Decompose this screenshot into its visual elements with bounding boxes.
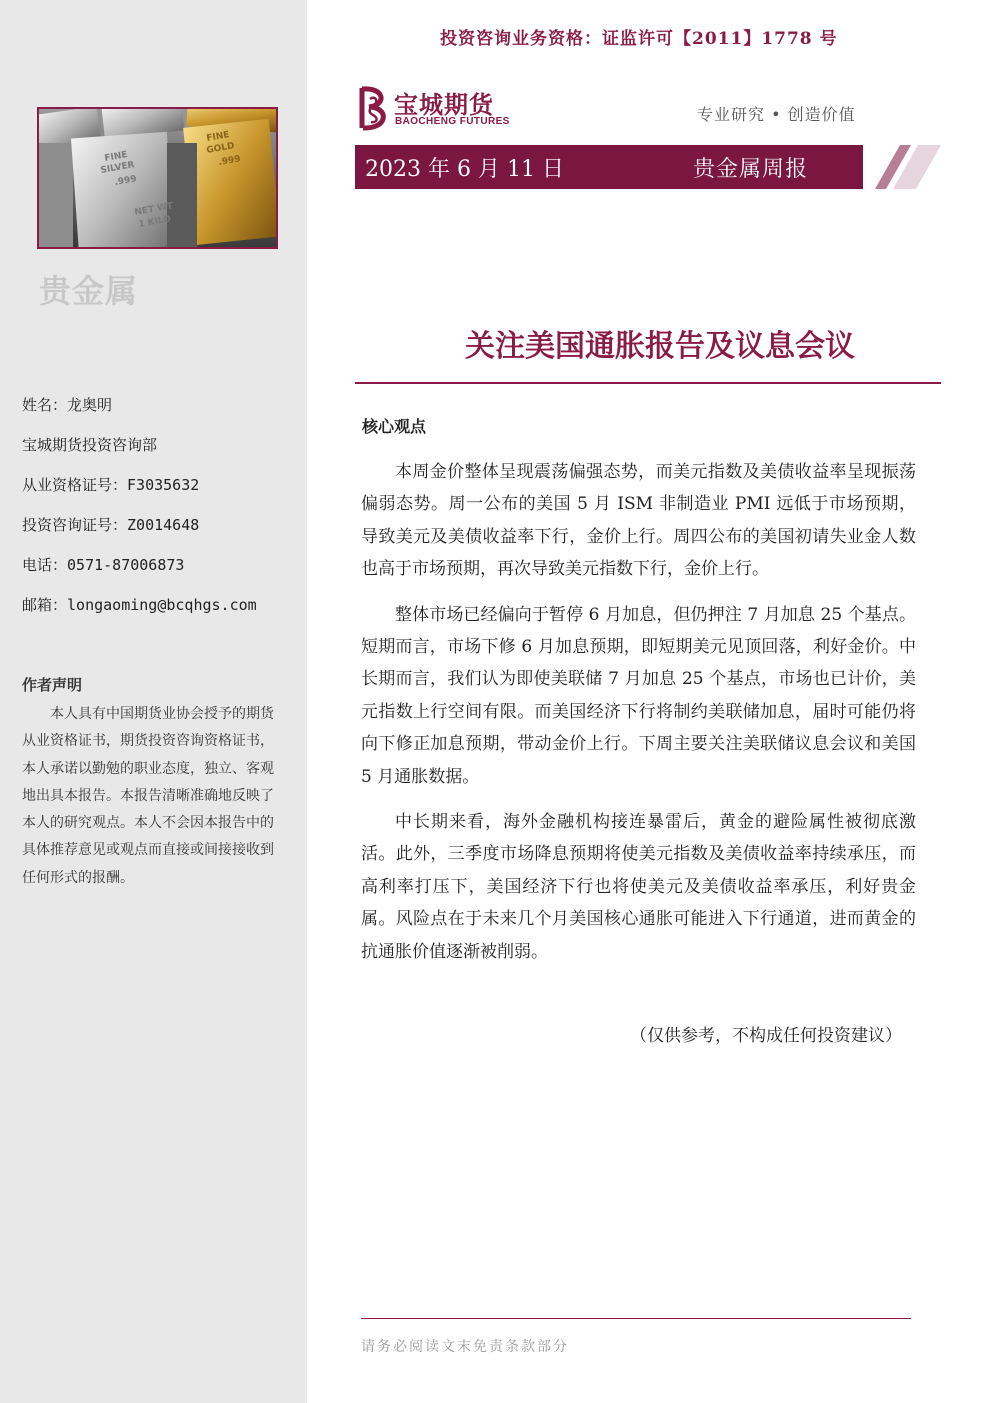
- phone-label: 电话：: [22, 556, 68, 574]
- investment-disclaimer: （仅供参考，不构成任何投资建议）: [630, 1026, 902, 1046]
- report-title: 关注美国通胀报告及议息会议: [465, 329, 855, 364]
- footer-divider: [361, 1318, 911, 1319]
- logo-english-name: BAOCHENG FUTURES: [395, 116, 510, 127]
- company-slogan: 专业研究 • 创造价值: [697, 105, 856, 124]
- svg-text:.999: .999: [113, 174, 138, 188]
- svg-text:1 KILO: 1 KILO: [137, 214, 172, 230]
- email-label: 邮箱：: [22, 596, 68, 614]
- consult-row: [22, 513, 257, 553]
- phone-number: 0571-87006873: [67, 556, 185, 574]
- author-department: 宝城期货投资咨询部: [22, 436, 158, 454]
- declaration-body: 本人具有中国期货业协会授予的期货从业资格证书，期货投资咨询资格证书，本人承诺以勤勉的职业态度，独立、客观地出具本报告。本报告清晰准确地反映了本人的研究观点。本人不会因本报告中的具体推荐意见或观点而直接或间接接收到任何形式的报酬。: [22, 706, 274, 886]
- company-logo: [357, 83, 537, 133]
- paragraph: 本周金价整体呈现震荡偏强态势，而美元指数及美债收益率呈现振荡偏弱态势。周一公布的美国 5 月 ISM 非制造业 PMI 远低于市场预期，导致美元及美债收益率下行，金价上行。周四公布的美国初请失业金人数也高于市场预期，再次导致美元指数下行，金价上行。: [361, 462, 916, 580]
- footer-note: 请务必阅读文末免责条款部分: [361, 1339, 569, 1355]
- report-category: 贵金属: [39, 272, 139, 310]
- report-type: 贵金属周报: [693, 157, 809, 182]
- svg-text:FINE: FINE: [103, 150, 129, 164]
- paragraph: 中长期来看，海外金融机构接连暴雷后，黄金的避险属性被彻底激活。此外，三季度市场降息预期将使美元指数及美债收益率持续承压，而高利率打压下，美国经济下行也将使美元及美债收益率承压，利好贵金属。风险点在于未来几个月美国核心通胀可能进入下行通道，进而黄金的抗通胀价值逐渐被削弱。: [361, 812, 916, 962]
- license-statement: 投资咨询业务资格：证监许可【2011】1778 号: [440, 29, 838, 49]
- sidebar: [0, 0, 307, 1403]
- email-row: [22, 593, 257, 633]
- svg-text:.999: .999: [217, 154, 242, 168]
- author-info: [22, 393, 257, 633]
- declaration-title: 作者声明: [22, 676, 83, 694]
- consult-number: Z0014648: [127, 516, 200, 534]
- paragraph: 整体市场已经偏向于暂停 6 月加息，但仍押注 7 月加息 25 个基点。短期而言，市场下修 6 月加息预期，即短期美元见顶回落，利好金价。中长期而言，我们认为即使美联储 7 月加息 25 个基点，市场也已计价，美元指数上行空间有限。而美国经济下行将制约美联储加息，届时可能仍将向下修正加息预期，带动金价上行。下周主要关注美联储议息会议和美国 5 月通胀数据。: [361, 604, 916, 787]
- title-divider: [355, 382, 941, 384]
- email-address[interactable]: longaoming@bcqhgs.com: [67, 596, 257, 614]
- report-date: 2023 年 6 月 11 日: [365, 157, 564, 182]
- svg-text:FINE: FINE: [205, 130, 231, 144]
- phone-row: [22, 553, 257, 593]
- metal-bars-illustration: [39, 109, 276, 247]
- svg-text:SILVER: SILVER: [99, 160, 136, 176]
- svg-text:GOLD: GOLD: [205, 141, 236, 156]
- author-name: 姓名：龙奥明: [22, 396, 113, 414]
- logo-b-icon: [357, 85, 391, 131]
- report-content: [361, 456, 916, 981]
- qualification-row: [22, 473, 257, 513]
- qualification-label: 从业资格证号：: [22, 476, 128, 494]
- section-title: 核心观点: [362, 417, 427, 436]
- logo-chinese-name: 宝城期货: [394, 91, 494, 119]
- precious-metal-bars-image: [37, 107, 278, 249]
- consult-label: 投资咨询证号：: [22, 516, 128, 534]
- svg-text:NET WT: NET WT: [133, 201, 174, 218]
- qualification-number: F3035632: [127, 476, 200, 494]
